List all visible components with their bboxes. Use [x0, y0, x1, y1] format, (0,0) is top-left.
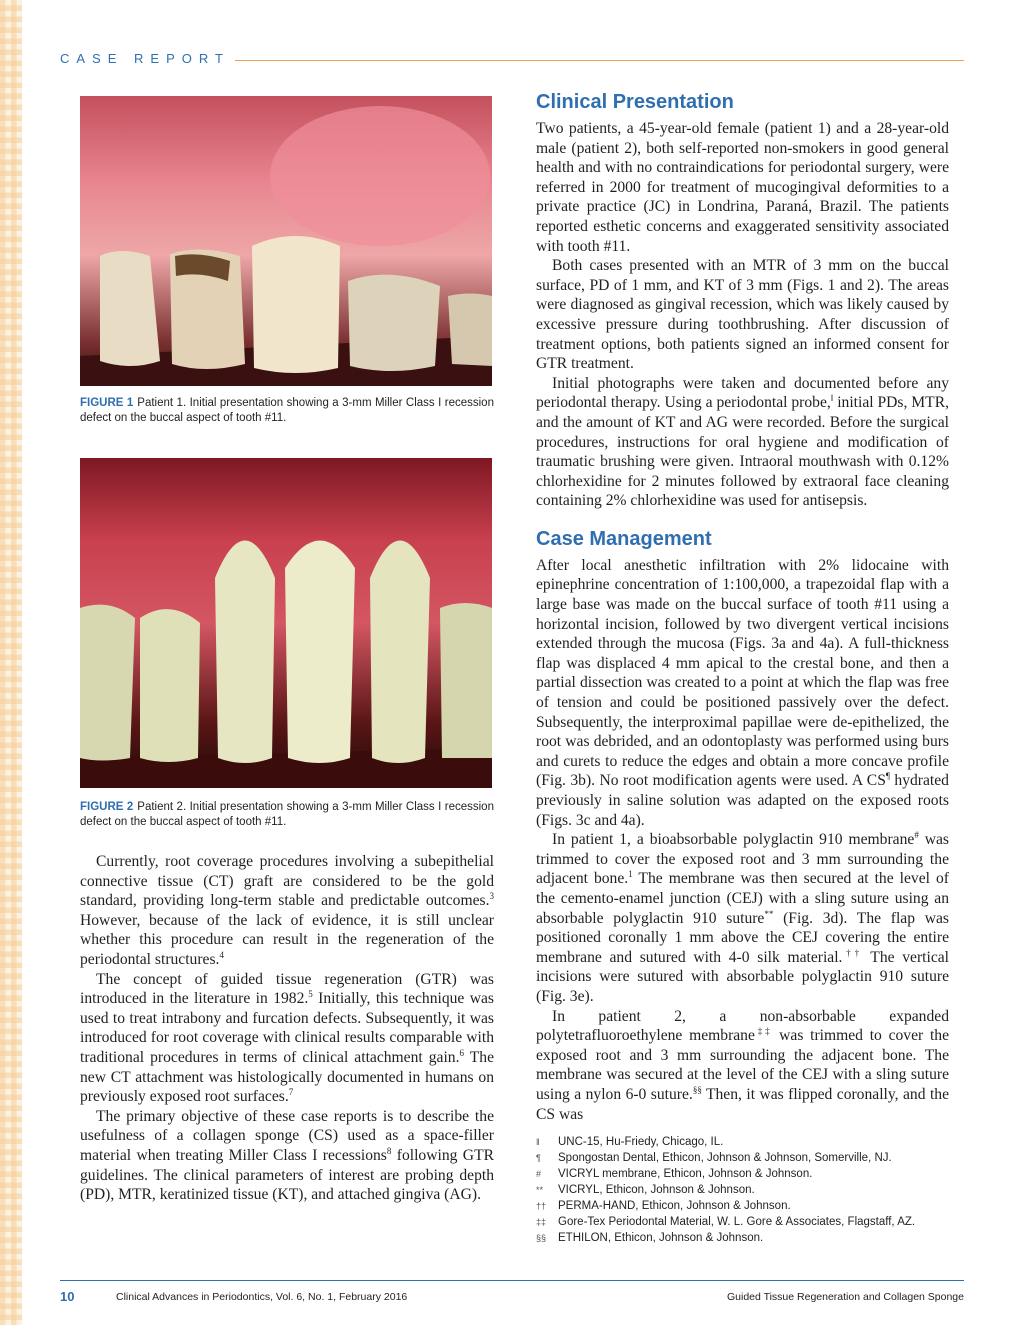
case-p3c-text: Then, it was flipped coronally, and the CS was	[536, 1085, 950, 1123]
footnote-mark: §§	[536, 1233, 547, 1243]
footnote-item	[536, 1182, 966, 1198]
intro-paragraph-3	[80, 1107, 494, 1205]
footnote-mark: **	[536, 1185, 544, 1195]
footnote-mark-cs: ¶	[885, 771, 890, 782]
figure-1-caption-text: Patient 1. Initial presentation showing a 3-mm Miller Class I recession defect on the buccal aspect of tooth #11.	[80, 397, 494, 424]
figure-1-photo	[80, 96, 492, 386]
footnote-mark: ‖	[536, 1137, 540, 1147]
intro-p1b-text: However, because of the lack of evidence, it is still unclear whether this procedure can result in the regeneration of the periodontal structures.	[80, 911, 494, 968]
footnote-text: VICRYL, Ethicon, Johnson & Johnson.	[558, 1184, 755, 1196]
case-p1b-text: hydrated previously in saline solution was adapted on the exposed roots (Figs. 3c and 4a).	[536, 772, 949, 829]
ref-8: 8	[386, 1145, 392, 1156]
footnotes	[536, 1134, 966, 1246]
intro-p2c-text: The new CT attachment was histologically documented in humans on previously exposed root surfaces.	[80, 1048, 494, 1106]
footnote-mark-nylon: §§	[692, 1084, 702, 1095]
case-p2b-text: was trimmed to cover the exposed root and 3 mm surrounding the adjacent bone.	[536, 831, 949, 888]
running-head: CASE REPORT	[60, 51, 230, 66]
footnote-text: UNC-15, Hu-Friedy, Chicago, IL.	[558, 1136, 724, 1148]
case-paragraph-3	[536, 1007, 949, 1125]
footnote-item	[536, 1198, 966, 1214]
case-paragraph-2	[536, 830, 949, 1006]
footnote-mark: ‡‡	[536, 1217, 547, 1227]
footnote-mark: ¶	[536, 1153, 541, 1163]
footnote-text: Spongostan Dental, Ethicon, Johnson & Johnson, Somerville, NJ.	[558, 1152, 892, 1164]
case-p1a-text: After local anesthetic infiltration with 2% lidocaine with epinephrine concentration of 1:100,000, a trapezoidal flap with a large base was made on the buccal surface of tooth #11 using a horizontal incision, followed by two divergent vertical incisions extended through the mucosa (Figs. 3a and 4a). A full-thickness flap was displaced 4 mm apical to the crestal bone, and then a partial dissection was created to a point at which the flap was free of tension and could be positioned passively over the defect. Subsequently, the interproximal papillae were de-epithelized, the root was debrided, and an odontoplasty was performed using burs and curets to reduce the edges and obtain a more concave profile (Fig. 3b). No root modification agents were used. A CS	[536, 556, 949, 790]
footnote-mark-probe: ‖	[830, 393, 834, 404]
journal-citation: Clinical Advances in Periodontics, Vol. 6, No. 1, February 2016	[116, 1291, 408, 1303]
case-p3b-text: was trimmed to cover the exposed root and 3 mm surrounding the adjacent bone. The membrane was secured at the level of the CEJ with a sling suture using a nylon 6-0 suture.	[536, 1027, 950, 1103]
intro-paragraph-2	[80, 970, 494, 1107]
footnote-text: Gore-Tex Periodontal Material, W. L. Gore & Associates, Flagstaff, AZ.	[558, 1216, 916, 1228]
figure-2-caption-text: Patient 2. Initial presentation showing a 3-mm Miller Class I recession defect on the buccal aspect of tooth #11.	[80, 801, 494, 828]
ref-7: 7	[288, 1086, 294, 1097]
footnote-text: ETHILON, Ethicon, Johnson & Johnson.	[558, 1232, 764, 1244]
footnote-text: PERMA-HAND, Ethicon, Johnson & Johnson.	[558, 1200, 791, 1212]
figure-1-label: FIGURE 1	[80, 397, 134, 409]
left-column-text	[80, 852, 494, 1205]
case-p2e-text: The vertical incisions were sutured with absorbable polyglactin 910 suture (Fig. 3e).	[536, 948, 950, 1005]
figure-1-illustration	[80, 96, 492, 386]
ref-4: 4	[219, 949, 224, 960]
figure-2-label: FIGURE 2	[80, 801, 134, 813]
clinical-paragraph-2: Both cases presented with an MTR of 3 mm on the buccal surface, PD of 1 mm, and KT of 3 mm (Figs. 1 and 2). The areas were diagnosed as gingival recession, which was likely caused by excessive pressure during toothbrushing. After discussion of treatment options, both patients signed an informed consent for GTR treatment.	[536, 257, 949, 373]
footnote-item	[536, 1230, 966, 1246]
clinical-paragraph-1: Two patients, a 45-year-old female (patient 1) and a 28-year-old male (patient 2), both self-reported non-smokers in good general health and with no contraindications for periodontal surgery, were referred in 2000 for treatment of mucogingival deformities to a private practice (JC) in Londrina, Paraná, Brazil. The patients reported esthetic concerns and exaggerated sensitivity associated with tooth #11.	[536, 120, 949, 255]
intro-p2a-text: The concept of guided tissue regeneration (GTR) was introduced in the literature in 1982.	[80, 970, 494, 1008]
footnote-item	[536, 1166, 966, 1182]
case-p2d-text: (Fig. 3d). The flap was positioned coronally 1 mm above the CEJ covering the entire membrane and sutured with 4-0 silk material.	[536, 909, 949, 966]
section-gap	[536, 511, 949, 527]
footer-rule	[60, 1280, 964, 1281]
intro-p3a-text: The primary objective of these case reports is to describe the usefulness of a collagen sponge (CS) used as a space-filler material when treating Miller Class I recessions	[80, 1107, 494, 1164]
intro-paragraph-1	[80, 852, 494, 970]
figure-1-caption	[80, 396, 494, 426]
case-p3a-text: In patient 2, a non-absorbable expanded polytetrafluoroethylene membrane	[536, 1007, 949, 1045]
footnote-item	[536, 1134, 966, 1150]
case-p2c-text: The membrane was then secured at the level of the cemento-enamel junction (CEJ) with a sling suture using an absorbable polyglactin 910 suture	[536, 870, 949, 927]
ref-1: 1	[628, 869, 633, 880]
running-foot: Guided Tissue Regeneration and Collagen Sponge	[726, 1291, 964, 1303]
footnote-mark-ptfe: ‡‡	[754, 1025, 773, 1036]
intro-p2b-text: Initially, this technique was used to treat intrabony and furcation defects. Subsequently, it was introduced for root coverage with clinical results comparable with traditional procedures in terms of clinical attachment gain.	[80, 990, 494, 1066]
right-column-text	[536, 90, 949, 1124]
footnote-text: VICRYL membrane, Ethicon, Johnson & Johnson.	[558, 1168, 813, 1180]
footnote-mark: #	[536, 1169, 542, 1179]
footnote-mark-silk: ††	[842, 947, 863, 958]
footnote-item	[536, 1214, 966, 1230]
footnote-mark-membrane: #	[914, 830, 919, 840]
intro-p1-text: Currently, root coverage procedures involving a subepithelial connective tissue (CT) graft are considered to be the gold standard, providing long-term stable and predictable outcomes.	[80, 853, 494, 910]
clinical-presentation-heading: Clinical Presentation	[536, 91, 734, 113]
case-paragraph-1	[536, 556, 949, 830]
case-p2a-text: In patient 1, a bioabsorbable polyglactin 910 membrane	[552, 831, 915, 849]
decorative-side-strip	[0, 0, 22, 1325]
page-number: 10	[60, 1289, 75, 1304]
clinical-p3a-text: Initial photographs were taken and documented before any periodontal therapy. Using a periodontal probe,	[536, 374, 949, 412]
ref-5: 5	[308, 988, 313, 999]
case-management-heading: Case Management	[536, 527, 712, 550]
footnote-mark: ††	[536, 1201, 547, 1211]
clinical-paragraph-3	[536, 374, 949, 511]
ref-6: 6	[459, 1047, 464, 1058]
figure-2-caption	[80, 800, 494, 830]
footnote-mark-suture: **	[764, 908, 774, 919]
ref-3: 3	[489, 891, 494, 901]
figure-2-photo	[80, 458, 492, 788]
header-rule	[235, 60, 964, 61]
figure-2-illustration	[80, 458, 492, 788]
intro-p3b-text: following GTR guidelines. The clinical parameters of interest are probing depth (PD), MTR, keratinized tissue (KT), and attached gingiva (AG).	[80, 1146, 494, 1204]
clinical-p3b-text: initial PDs, MTR, and the amount of KT and AG were recorded. Before the surgical procedures, instructions for oral hygiene and modification of traumatic brushing were given. Intraoral mouthwash with 0.12% chlorhexidine for 2 minutes followed by extraoral face cleaning containing 2% chlorhexidine was used for antisepsis.	[536, 394, 949, 510]
footnote-item	[536, 1150, 966, 1166]
